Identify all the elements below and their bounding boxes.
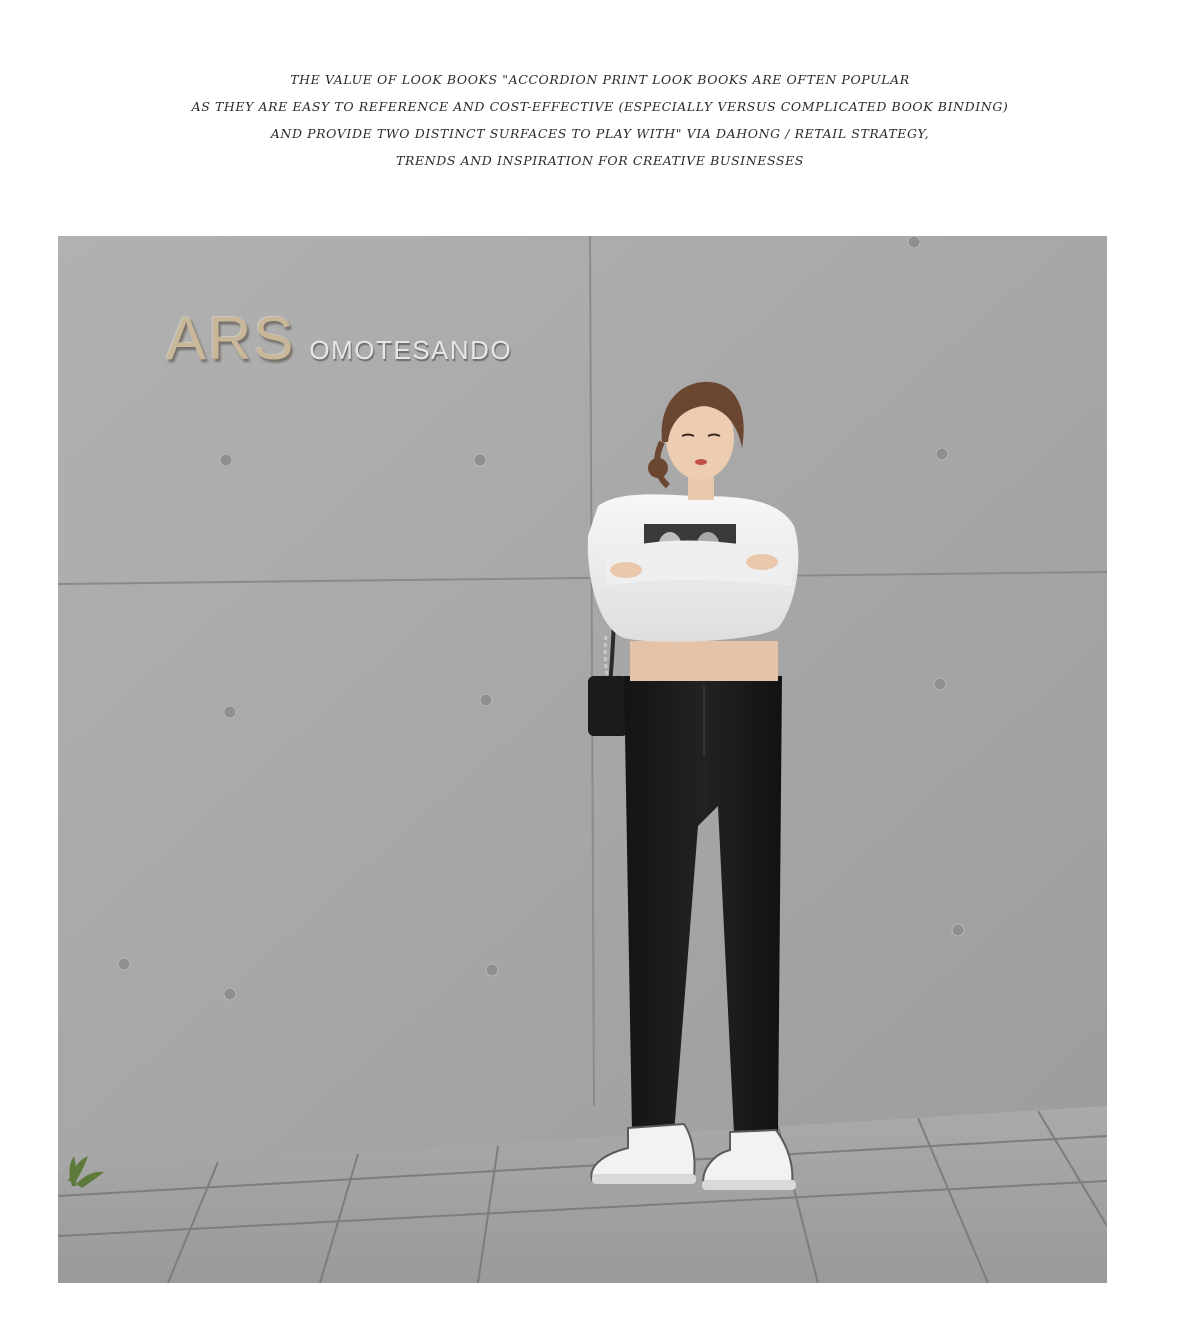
concrete-wall (58, 236, 1107, 1171)
caption-line-3: AND PROVIDE TWO DISTINCT SURFACES TO PLAY WITH" VIA DAHONG / RETAIL STRATEGY, (270, 126, 930, 141)
caption-line-2: AS THEY ARE EASY TO REFERENCE AND COST-EFFECTIVE (ESPECIALLY VERSUS COMPLICATED BOOK BINDING) (191, 99, 1009, 114)
caption-text-block (0, 66, 1200, 174)
photo-illustration (58, 236, 1107, 1283)
wall-sign (166, 304, 512, 373)
caption-line-1: THE VALUE OF LOOK BOOKS "ACCORDION PRINT LOOK BOOKS ARE OFTEN POPULAR (290, 72, 910, 87)
caption-line-4: TRENDS AND INSPIRATION FOR CREATIVE BUSINESSES (396, 153, 804, 168)
product-photo (58, 236, 1107, 1283)
handbag (588, 676, 628, 736)
wall-sign-large-text: ARS (166, 305, 296, 372)
wall-sign-small-text: OMOTESANDO (309, 335, 513, 365)
